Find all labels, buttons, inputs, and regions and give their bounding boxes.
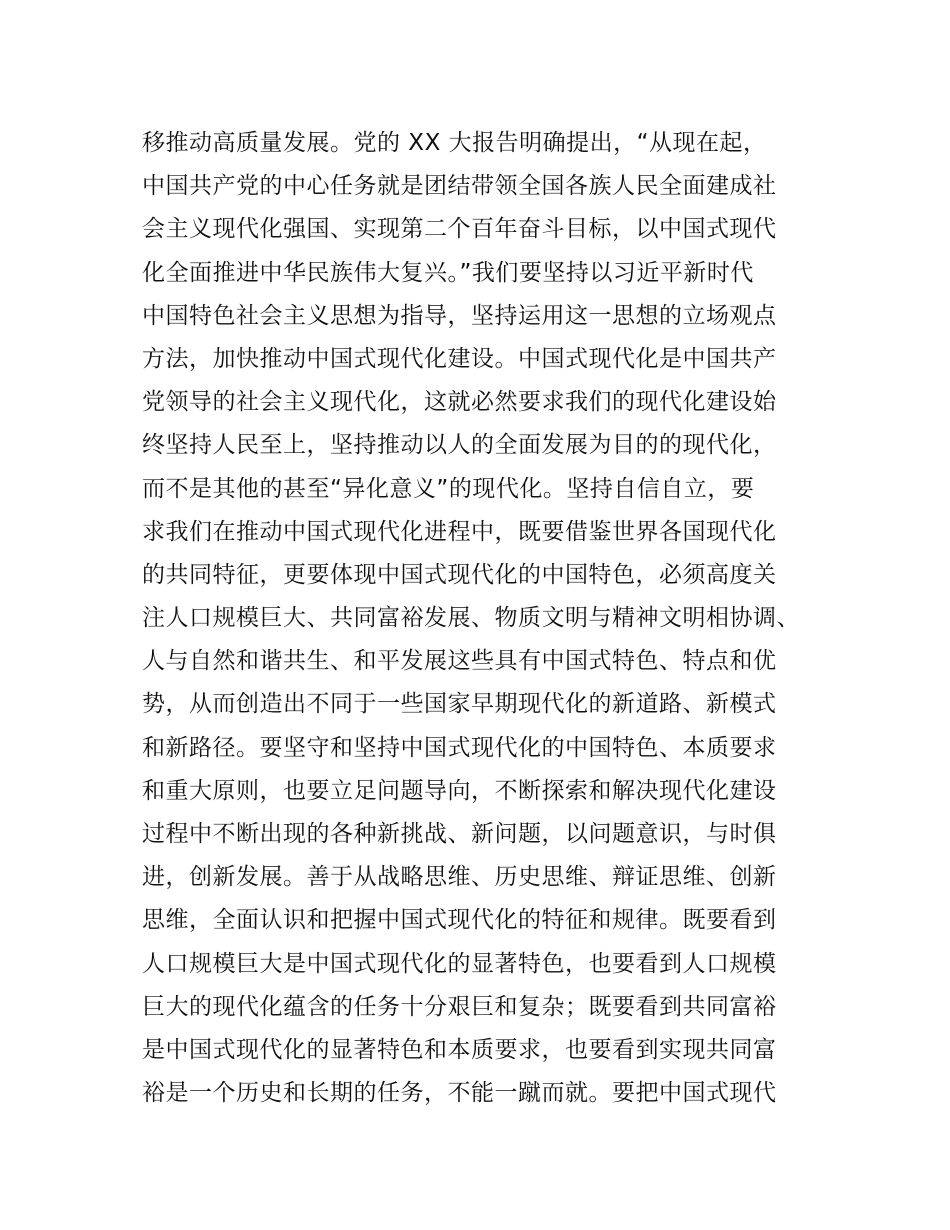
text-line: 势，从而创造出不同于一些国家早期现代化的新道路、新模式 bbox=[142, 691, 777, 718]
text-line: 和重大原则，也要立足问题导向，不断探索和解决现代化建设 bbox=[142, 777, 777, 804]
text-line: 和新路径。要坚守和坚持中国式现代化的中国特色、本质要求 bbox=[142, 734, 777, 761]
text-line: 化全面推进中华民族伟大复兴。”我们要坚持以习近平新时代 bbox=[142, 259, 754, 286]
text-line: 终坚持人民至上，坚持推动以人的全面发展为目的的现代化， bbox=[142, 432, 777, 459]
text-line: 中国特色社会主义思想为指导，坚持运用这一思想的立场观点 bbox=[142, 302, 777, 329]
text-line: 人口规模巨大是中国式现代化的显著特色，也要看到人口规模 bbox=[142, 950, 777, 977]
text-line: 思维，全面认识和把握中国式现代化的特征和规律。既要看到 bbox=[142, 907, 777, 934]
text-line: 中国共产党的中心任务就是团结带领全国各族人民全面建成社 bbox=[142, 173, 777, 200]
text-line: 进，创新发展。善于从战略思维、历史思维、辩证思维、创新 bbox=[142, 864, 777, 891]
text-line: 是中国式现代化的显著特色和本质要求，也要看到实现共同富 bbox=[142, 1036, 777, 1063]
text-line: 会主义现代化强国、实现第二个百年奋斗目标，以中国式现代 bbox=[142, 216, 777, 243]
text-line: 求我们在推动中国式现代化进程中，既要借鉴世界各国现代化 bbox=[142, 518, 777, 545]
text-line: 裕是一个历史和长期的任务，不能一蹴而就。要把中国式现代 bbox=[142, 1080, 777, 1107]
text-line: 过程中不断出现的各种新挑战、新问题，以问题意识，与时俱 bbox=[142, 821, 777, 847]
text-line: 的共同特征，更要体现中国式现代化的中国特色，必须高度关 bbox=[142, 561, 777, 588]
text-line: 而不是其他的甚至“异化意义”的现代化。坚持自信自立，要 bbox=[142, 475, 755, 502]
text-line: 注人口规模巨大、共同富裕发展、物质文明与精神文明相协调、 bbox=[142, 605, 800, 632]
text-line: 方法，加快推动中国式现代化建设。中国式现代化是中国共产 bbox=[142, 345, 777, 372]
body-text bbox=[142, 122, 842, 1115]
text-line: 人与自然和谐共生、和平发展这些具有中国式特色、特点和优 bbox=[142, 648, 777, 675]
text-line: 党领导的社会主义现代化，这就必然要求我们的现代化建设始 bbox=[142, 389, 777, 416]
text-line: 巨大的现代化蕴含的任务十分艰巨和复杂；既要看到共同富裕 bbox=[142, 993, 777, 1020]
text-line: 移推动高质量发展。党的 XX 大报告明确提出，“从现在起， bbox=[142, 130, 767, 156]
